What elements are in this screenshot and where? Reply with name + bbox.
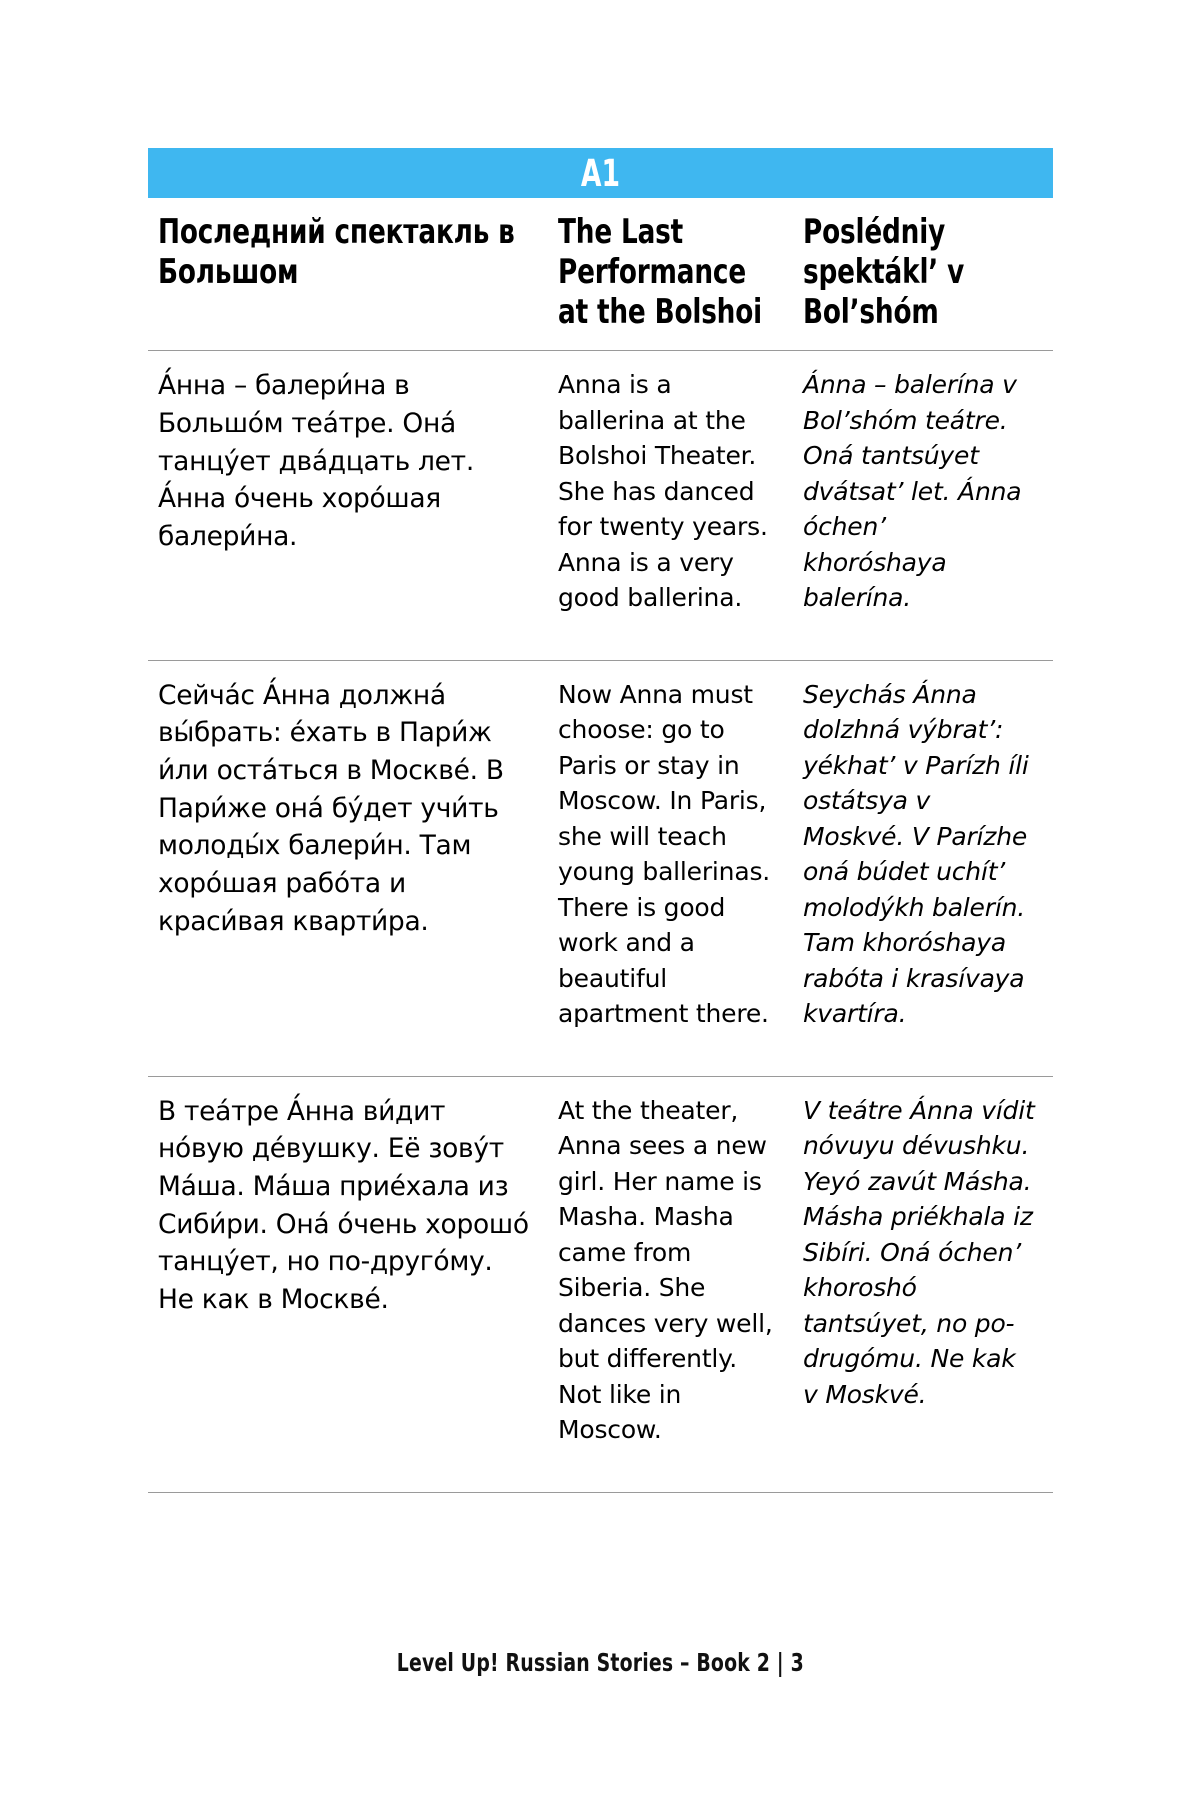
story-title-russian: Последний спектакль в Большом	[158, 212, 515, 293]
cell-transliteration	[793, 351, 1053, 661]
paragraph-transliteration: Ánna – balerína v Bol’shóm teátre. Oná tantsúyet dvátsat’ let. Ánna óchen’ khoróshaya balerína.	[803, 370, 1022, 613]
cell-english	[548, 660, 793, 1076]
header-cell-english	[548, 198, 793, 351]
table-row	[148, 1076, 1053, 1492]
table-bottom-divider	[148, 1492, 1053, 1493]
table-header-row	[148, 198, 1053, 351]
cell-english	[548, 351, 793, 661]
paragraph-russian: Сейча́с А́нна должна́ вы́брать: е́хать в Пари́ж и́ли оста́ться в Москве́. В Пари́же она́ бу́дет учи́ть молоды́х балери́н. Там хоро́шая рабо́та и краси́вая кварти́ра.	[158, 679, 504, 937]
paragraph-english: At the theater, Anna sees a new girl. Her name is Masha. Masha came from Siberia. She dances very well, but differently. Not like in Moscow.	[558, 1095, 773, 1445]
paragraph-english: Now Anna must choose: go to Paris or stay in Moscow. In Paris, she will teach young ballerinas. There is good work and a beautiful apartment there.	[558, 679, 771, 1029]
story-sheet	[148, 148, 1053, 1493]
cell-russian	[148, 351, 548, 661]
table-row	[148, 660, 1053, 1076]
cell-transliteration	[793, 1076, 1053, 1492]
level-banner	[148, 148, 1053, 198]
story-title-transliteration: Poslédniy spektákl’ v Bol’shóm	[803, 212, 965, 333]
paragraph-transliteration: V teátre Ánna vídit nóvuyu dévushku. Yeyó zavút Másha. Másha priékhala iz Sibíri. Oná óchen’ khoroshó tantsúyet, no po-drugómu. Ne kak v Moskvé.	[803, 1095, 1035, 1409]
paragraph-transliteration: Seychás Ánna dolzhná výbrat’: yékhat’ v Parízh íli ostátsya v Moskvé. V Parízhe oná búdet uchít’ molodýkh balerín. Tam khoróshaya rabóta i krasívaya kvartíra.	[803, 679, 1029, 1029]
page-footer	[0, 1648, 1200, 1677]
paragraph-english: Anna is a ballerina at the Bolshoi Theater. She has danced for twenty years. Anna is a very good ballerina.	[558, 370, 768, 613]
paragraph-russian: В теа́тре А́нна ви́дит но́вую де́вушку. Её зову́т Ма́ша. Ма́ша прие́хала из Сиби́ри. Она́ о́чень хорошо́ танцу́ет, но по-друго́му. Не как в Москве́.	[158, 1095, 529, 1315]
header-cell-russian	[148, 198, 548, 351]
level-label: A1	[580, 151, 621, 195]
story-title-english: The Last Performance at the Bolshoi	[558, 212, 762, 333]
story-table	[148, 198, 1053, 1492]
paragraph-russian: А́нна – балери́на в Большо́м теа́тре. Она́ танцу́ет два́дцать лет. А́нна о́чень хоро́шая балери́на.	[158, 370, 474, 552]
cell-transliteration	[793, 660, 1053, 1076]
cell-russian	[148, 1076, 548, 1492]
cell-russian	[148, 660, 548, 1076]
cell-english	[548, 1076, 793, 1492]
footer-text: Level Up! Russian Stories – Book 2 | 3	[396, 1648, 804, 1677]
header-cell-transliteration	[793, 198, 1053, 351]
table-row	[148, 351, 1053, 661]
